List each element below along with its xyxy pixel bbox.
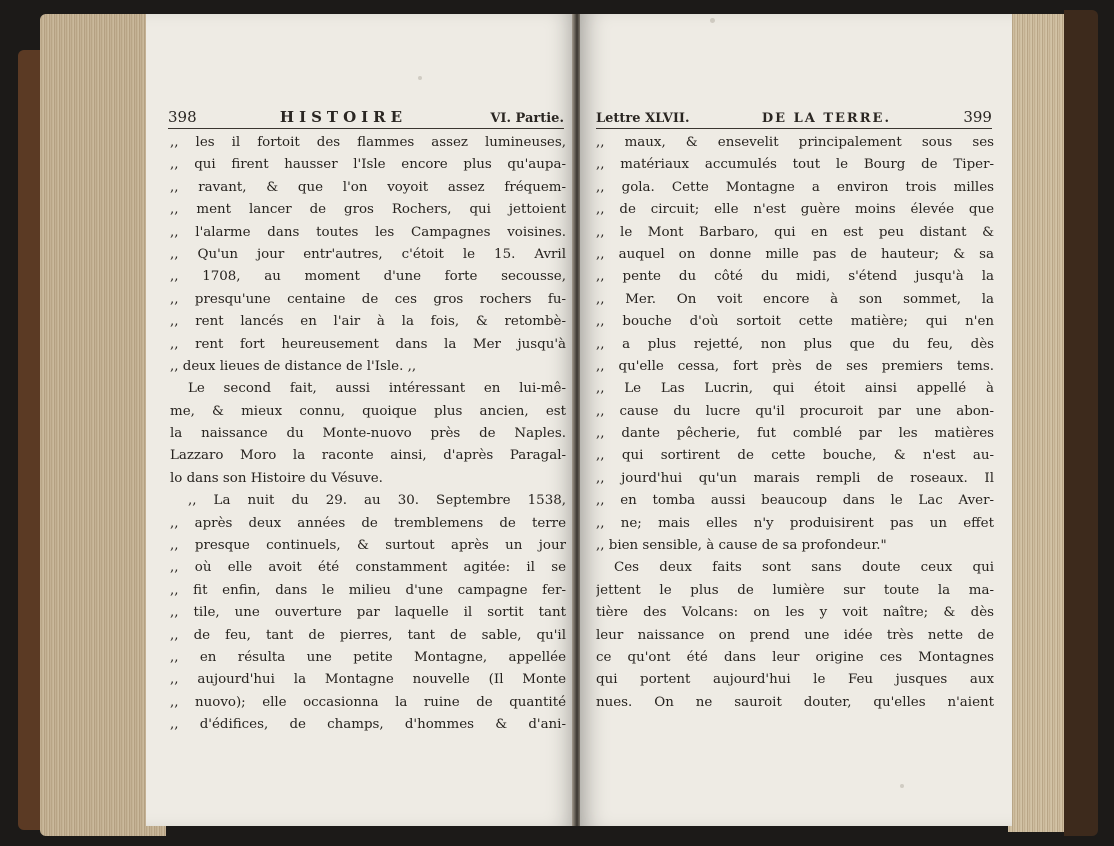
text-line: ,, de circuit; elle n'est guère moins élevée que [596, 202, 994, 218]
text-line: ,, aujourd'hui la Montagne nouvelle (Il Monte [170, 672, 566, 688]
text-line: jettent le plus de lumière sur toute la ma- [596, 582, 994, 598]
text-line: lo dans son Histoire du Vésuve. [170, 470, 383, 486]
text-line: la naissance du Monte-nuovo près de Naples. [170, 426, 566, 442]
text-line: ,, le Mont Barbaro, qui en est peu distant & [596, 224, 994, 240]
text-line: ,, fit enfin, dans le milieu d'une campagne fer- [170, 582, 566, 598]
text-line: ,, rent fort heureusement dans la Mer jusqu'à [170, 336, 566, 352]
text-line: ,, Mer. On voit encore à son sommet, la [596, 291, 994, 307]
open-book [18, 10, 1098, 836]
text-line: ,, presque continuels, & surtout après un jour [170, 538, 566, 554]
right-page-number: 399 [963, 108, 992, 126]
book-cover-right [1064, 10, 1098, 836]
right-page-header [596, 108, 992, 126]
foxing-spot [900, 784, 904, 788]
right-page [580, 14, 1012, 826]
left-page-number: 398 [168, 108, 197, 126]
text-line: ,, ment lancer de gros Rochers, qui jettoient [170, 202, 566, 218]
left-page-text [170, 132, 566, 737]
text-line: Le second fait, aussi intéressant en lui-mê- [188, 381, 566, 397]
text-line: ,, qu'elle cessa, fort près de ses premiers tems. [596, 358, 994, 374]
text-line: ,, matériaux accumulés tout le Bourg de Tiper- [596, 157, 994, 173]
text-line: ,, qui sortirent de cette bouche, & n'est au- [596, 448, 994, 464]
text-line: Ces deux faits sont sans doute ceux qui [614, 560, 994, 576]
text-line: ,, rent lancés en l'air à la fois, & retombè- [170, 314, 566, 330]
text-line: ,, presqu'une centaine de ces gros rochers fu- [170, 291, 566, 307]
text-line: ,, Qu'un jour entr'autres, c'étoit le 15. Avril [170, 246, 566, 262]
text-line: ,, 1708, au moment d'une forte secousse, [170, 269, 566, 285]
text-line: ,, dante pêcherie, fut comblé par les matières [596, 426, 994, 442]
foxing-spot [710, 18, 715, 23]
left-page [146, 14, 576, 826]
text-line: qui portent aujourd'hui le Feu jusques aux [596, 672, 994, 688]
text-line: tière des Volcans: on les y voit naître; & dès [596, 605, 994, 621]
text-line: ,, d'édifices, de champs, d'hommes & d'ani- [170, 717, 566, 733]
text-line: ,, les il fortoit des flammes assez lumineuses, [170, 135, 566, 150]
text-line: ce qu'ont été dans leur origine ces Montagnes [596, 649, 994, 665]
text-line: ,, La nuit du 29. au 30. Septembre 1538, [188, 493, 566, 509]
right-section-label: Lettre XLVII. [596, 111, 690, 126]
right-running-title: DE LA TERRE. [761, 111, 891, 126]
text-line: ,, tile, une ouverture par laquelle il sortit tant [170, 605, 566, 621]
text-line: ,, pente du côté du midi, s'étend jusqu'à la [596, 269, 994, 285]
text-line: ,, en résulta une petite Montagne, appellée [170, 649, 566, 665]
text-line: ,, l'alarme dans toutes les Campagnes voisines. [170, 224, 566, 240]
text-line: ,, a plus rejetté, non plus que du feu, dès [596, 336, 994, 352]
text-line: ,, deux lieues de distance de l'Isle. ,, [170, 358, 417, 374]
left-page-header [168, 108, 564, 126]
text-line: ,, où elle avoit été constamment agitée: il se [170, 560, 566, 576]
foxing-spot [418, 76, 422, 80]
right-header-rule [596, 128, 992, 129]
text-line: ,, maux, & ensevelit principalement sous ses [596, 135, 994, 150]
page-edges-right [1008, 14, 1068, 832]
text-line: ,, ravant, & que l'on voyoit assez fréquem- [170, 179, 566, 195]
right-page-text [596, 132, 994, 714]
text-line: ,, après deux années de tremblemens de terre [170, 515, 566, 531]
text-line: Lazzaro Moro la raconte ainsi, d'après Paragal- [170, 448, 566, 464]
text-line: ,, gola. Cette Montagne a environ trois milles [596, 179, 994, 195]
text-line: ,, ne; mais elles n'y produisirent pas un effet [596, 515, 994, 531]
text-line: ,, Le Las Lucrin, qui étoit ainsi appellé à [596, 381, 994, 397]
left-running-title: HISTOIRE [279, 108, 408, 126]
text-line: ,, jourd'hui qu'un marais rempli de roseaux. Il [596, 470, 994, 486]
text-line: me, & mieux connu, quoique plus ancien, est [170, 403, 566, 419]
text-line: ,, de feu, tant de pierres, tant de sable, qu'il [170, 627, 566, 643]
text-line: ,, bouche d'où sortoit cette matière; qui n'en [596, 314, 994, 330]
left-header-rule [168, 128, 564, 129]
text-line: ,, bien sensible, à cause de sa profondeur." [596, 538, 887, 554]
text-line: nues. On ne sauroit douter, qu'elles n'aient [596, 694, 994, 710]
text-line: ,, auquel on donne mille pas de hauteur; & sa [596, 246, 994, 262]
text-line: ,, en tomba aussi beaucoup dans le Lac Aver- [596, 493, 994, 509]
left-section-label: VI. Partie. [490, 111, 564, 126]
text-line: ,, nuovo); elle occasionna la ruine de quantité [170, 694, 566, 710]
text-line: ,, cause du lucre qu'il procuroit par une abon- [596, 403, 994, 419]
text-line: leur naissance on prend une idée très nette de [596, 627, 994, 643]
text-line: ,, qui firent hausser l'Isle encore plus qu'aupa- [170, 157, 566, 173]
